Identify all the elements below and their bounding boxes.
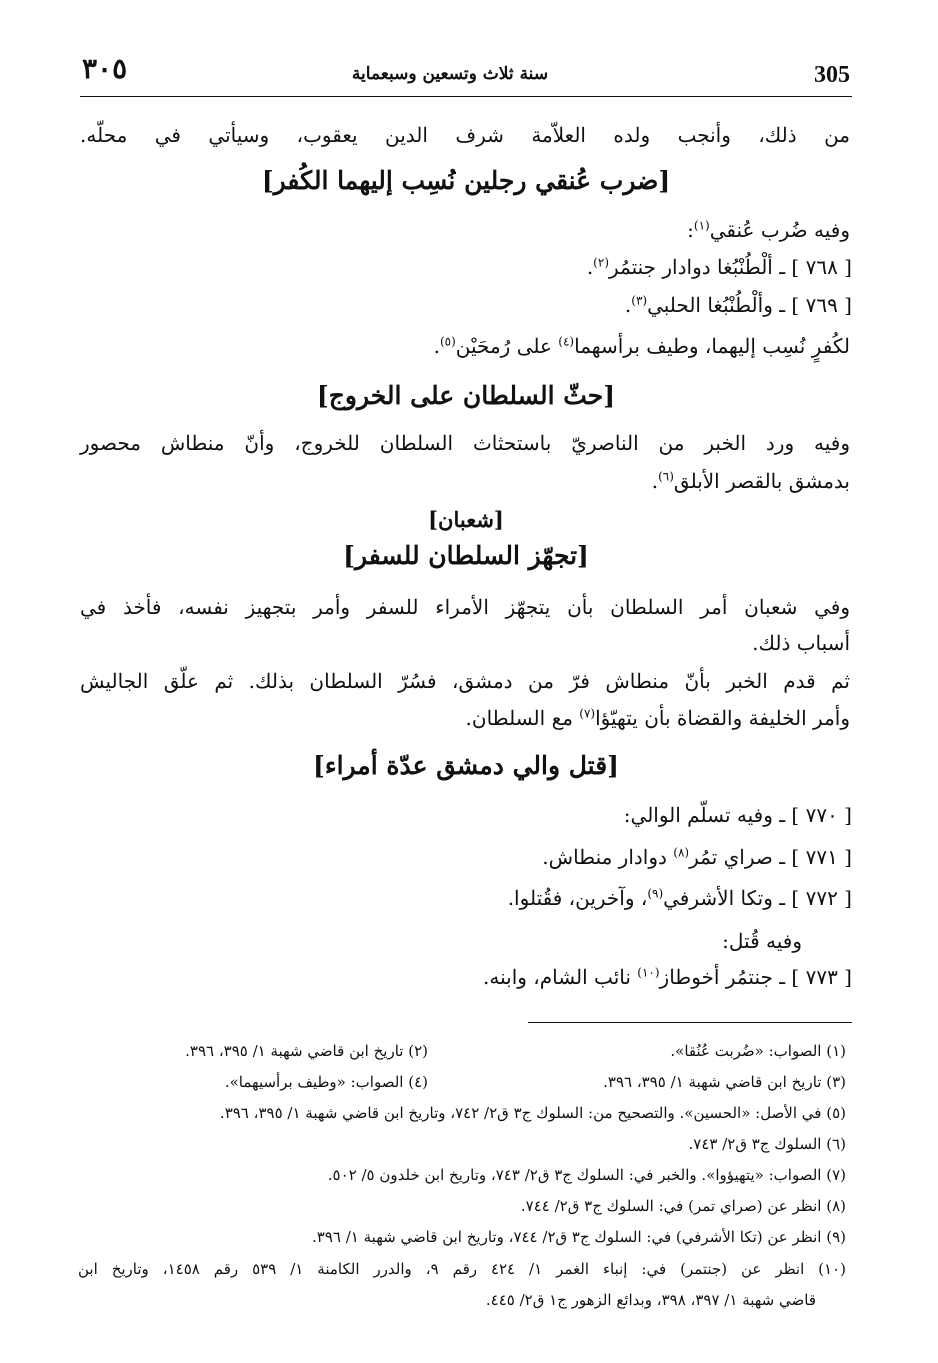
footnote: (٦) السلوك ج٣ ق٢/ ٧٤٣. (688, 1135, 846, 1153)
body-line: من ذلك، وأنجب ولده العلاّمة شرف الدين يعقوب، وسيأتي في محلّه. (80, 123, 850, 147)
entry-line: [ ٧٧٣ ] ـ جنتمُر أخوطاز$^{(١٠)}$ نائب الشام، وابنه. (483, 965, 852, 989)
footnote-ref: (٤) (558, 334, 575, 349)
entry-line: [ ٧٧١ ] ـ صراي تمُر$^{(٨)}$ دوادار منطاش. (542, 845, 852, 869)
footnote: (٩) انظر عن (تكا الأشرفي) في: السلوك ج٣ ق٢/ ٧٤٤، وتاريخ ابن قاضي شهبة ١/ ٣٩٦. (312, 1228, 846, 1246)
footnote: (١٠) انظر عن (جنتمر) في: إنباء الغمر ١/ ٤٢٤ رقم ٩، والدرر الكامنة ١/ ٥٣٩ رقم ١٤٥٨، وتاريخ ابن (78, 1260, 847, 1278)
body-line: وأمر الخليفة والقضاة بأن يتهيّؤا$^{(٧)}$ مع السلطان. (465, 706, 850, 730)
body-line: وفيه ضُرب عُنقي$^{(١)}$: (687, 218, 850, 242)
section-heading: [حثّ السلطان على الخروج] (316, 381, 616, 410)
section-heading: [قتل والي دمشق عدّة أمراء] (312, 751, 620, 780)
footnote: (٤) الصواب: «وطيف برأسيهما». (224, 1073, 428, 1091)
body-line: بدمشق بالقصر الأبلق$^{(٦)}$. (651, 469, 850, 493)
footnote-ref: (١٠) (637, 965, 660, 980)
footnote: (٨) انظر عن (صراي تمر) في: السلوك ج٣ ق٢/ ٧٤٤. (520, 1197, 846, 1215)
footnote: (١) الصواب: «ضُربت عُنُقا». (670, 1042, 846, 1060)
footnote-ref: (٩) (647, 886, 664, 901)
footnote-ref: (٢) (593, 255, 609, 270)
entry-line: [ ٧٦٩ ] ـ وألْطُنْبُغا الحلبي$^{(٣)}$. (624, 293, 852, 317)
footnote-ref: (٨) (673, 845, 690, 860)
body-line: وفيه قُتل: (722, 929, 802, 953)
footnote-rule (528, 1022, 852, 1023)
footnote-ref: (٣) (631, 293, 648, 308)
footnote: (٧) الصواب: «يتهيؤوا». والخبر في: السلوك ج٣ ق٢/ ٧٤٣، وتاريخ ابن خلدون ٥/ ٥٠٢. (327, 1166, 846, 1184)
footnote: (٢) تاريخ ابن قاضي شهبة ١/ ٣٩٥، ٣٩٦. (185, 1042, 428, 1060)
entry-line: [ ٧٧٢ ] ـ وتكا الأشرفي$^{(٩)}$، وآخرين، فقُتلوا. (507, 886, 852, 910)
body-line: وفي شعبان أمر السلطان بأن يتجهّز الأمراء للسفر وأمر بتجهيز نفسه، فأخذ في (80, 595, 850, 619)
entry-line: [ ٧٦٨ ] ـ ألْطُنْبُغا دوادار جنتمُر$^{(٢)}$. (586, 255, 852, 279)
footnote: (٣) تاريخ ابن قاضي شهبة ١/ ٣٩٥، ٣٩٦. (603, 1073, 846, 1091)
page-number-arabic: ٣٠٥ (82, 52, 128, 85)
section-heading: [تجهّز السلطان للسفر] (343, 541, 589, 570)
footnote-ref: (٦) (658, 469, 674, 484)
body-line: أسباب ذلك. (752, 631, 850, 655)
footnote-continuation: قاضي شهبة ١/ ٣٩٧، ٣٩٨، وبدائع الزهور ج١ ق٢/ ٤٤٥. (485, 1291, 816, 1309)
entry-line: [ ٧٧٠ ] ـ وفيه تسلّم الوالي: (623, 803, 852, 827)
body-line: لكُفرٍ نُسِب إليهما، وطيف برأسهما$^{(٤)}$ على رُمحَيْن$^{(٥)}$. (433, 334, 850, 358)
month-heading: [شعبان] (428, 507, 504, 532)
section-heading: [ضرب عُنقي رجلين نُسِب إليهما الكُفر] (261, 166, 671, 195)
footnote-ref: (٧) (579, 706, 596, 721)
body-line: ثم قدم الخبر بأنّ منطاش فرّ من دمشق، فسُرّ السلطان بذلك. ثم علّق الجاليش (80, 669, 850, 693)
body-line: وفيه ورد الخبر من الناصريّ باستحثاث السلطان للخروج، وأنّ منطاش محصور (80, 431, 850, 455)
header-rule (80, 96, 852, 97)
footnote-ref: (١) (693, 218, 710, 233)
footnote: (٥) في الأصل: «الحسين». والتصحيح من: السلوك ج٣ ق٢/ ٧٤٢، وتاريخ ابن قاضي شهبة ١/ ٣٩٥، ٣٩٦. (219, 1104, 846, 1122)
running-title: سنة ثلاث وتسعين وسبعماية (351, 64, 549, 84)
footnote-ref: (٥) (439, 334, 456, 349)
page-number-latin: 305 (814, 62, 850, 88)
